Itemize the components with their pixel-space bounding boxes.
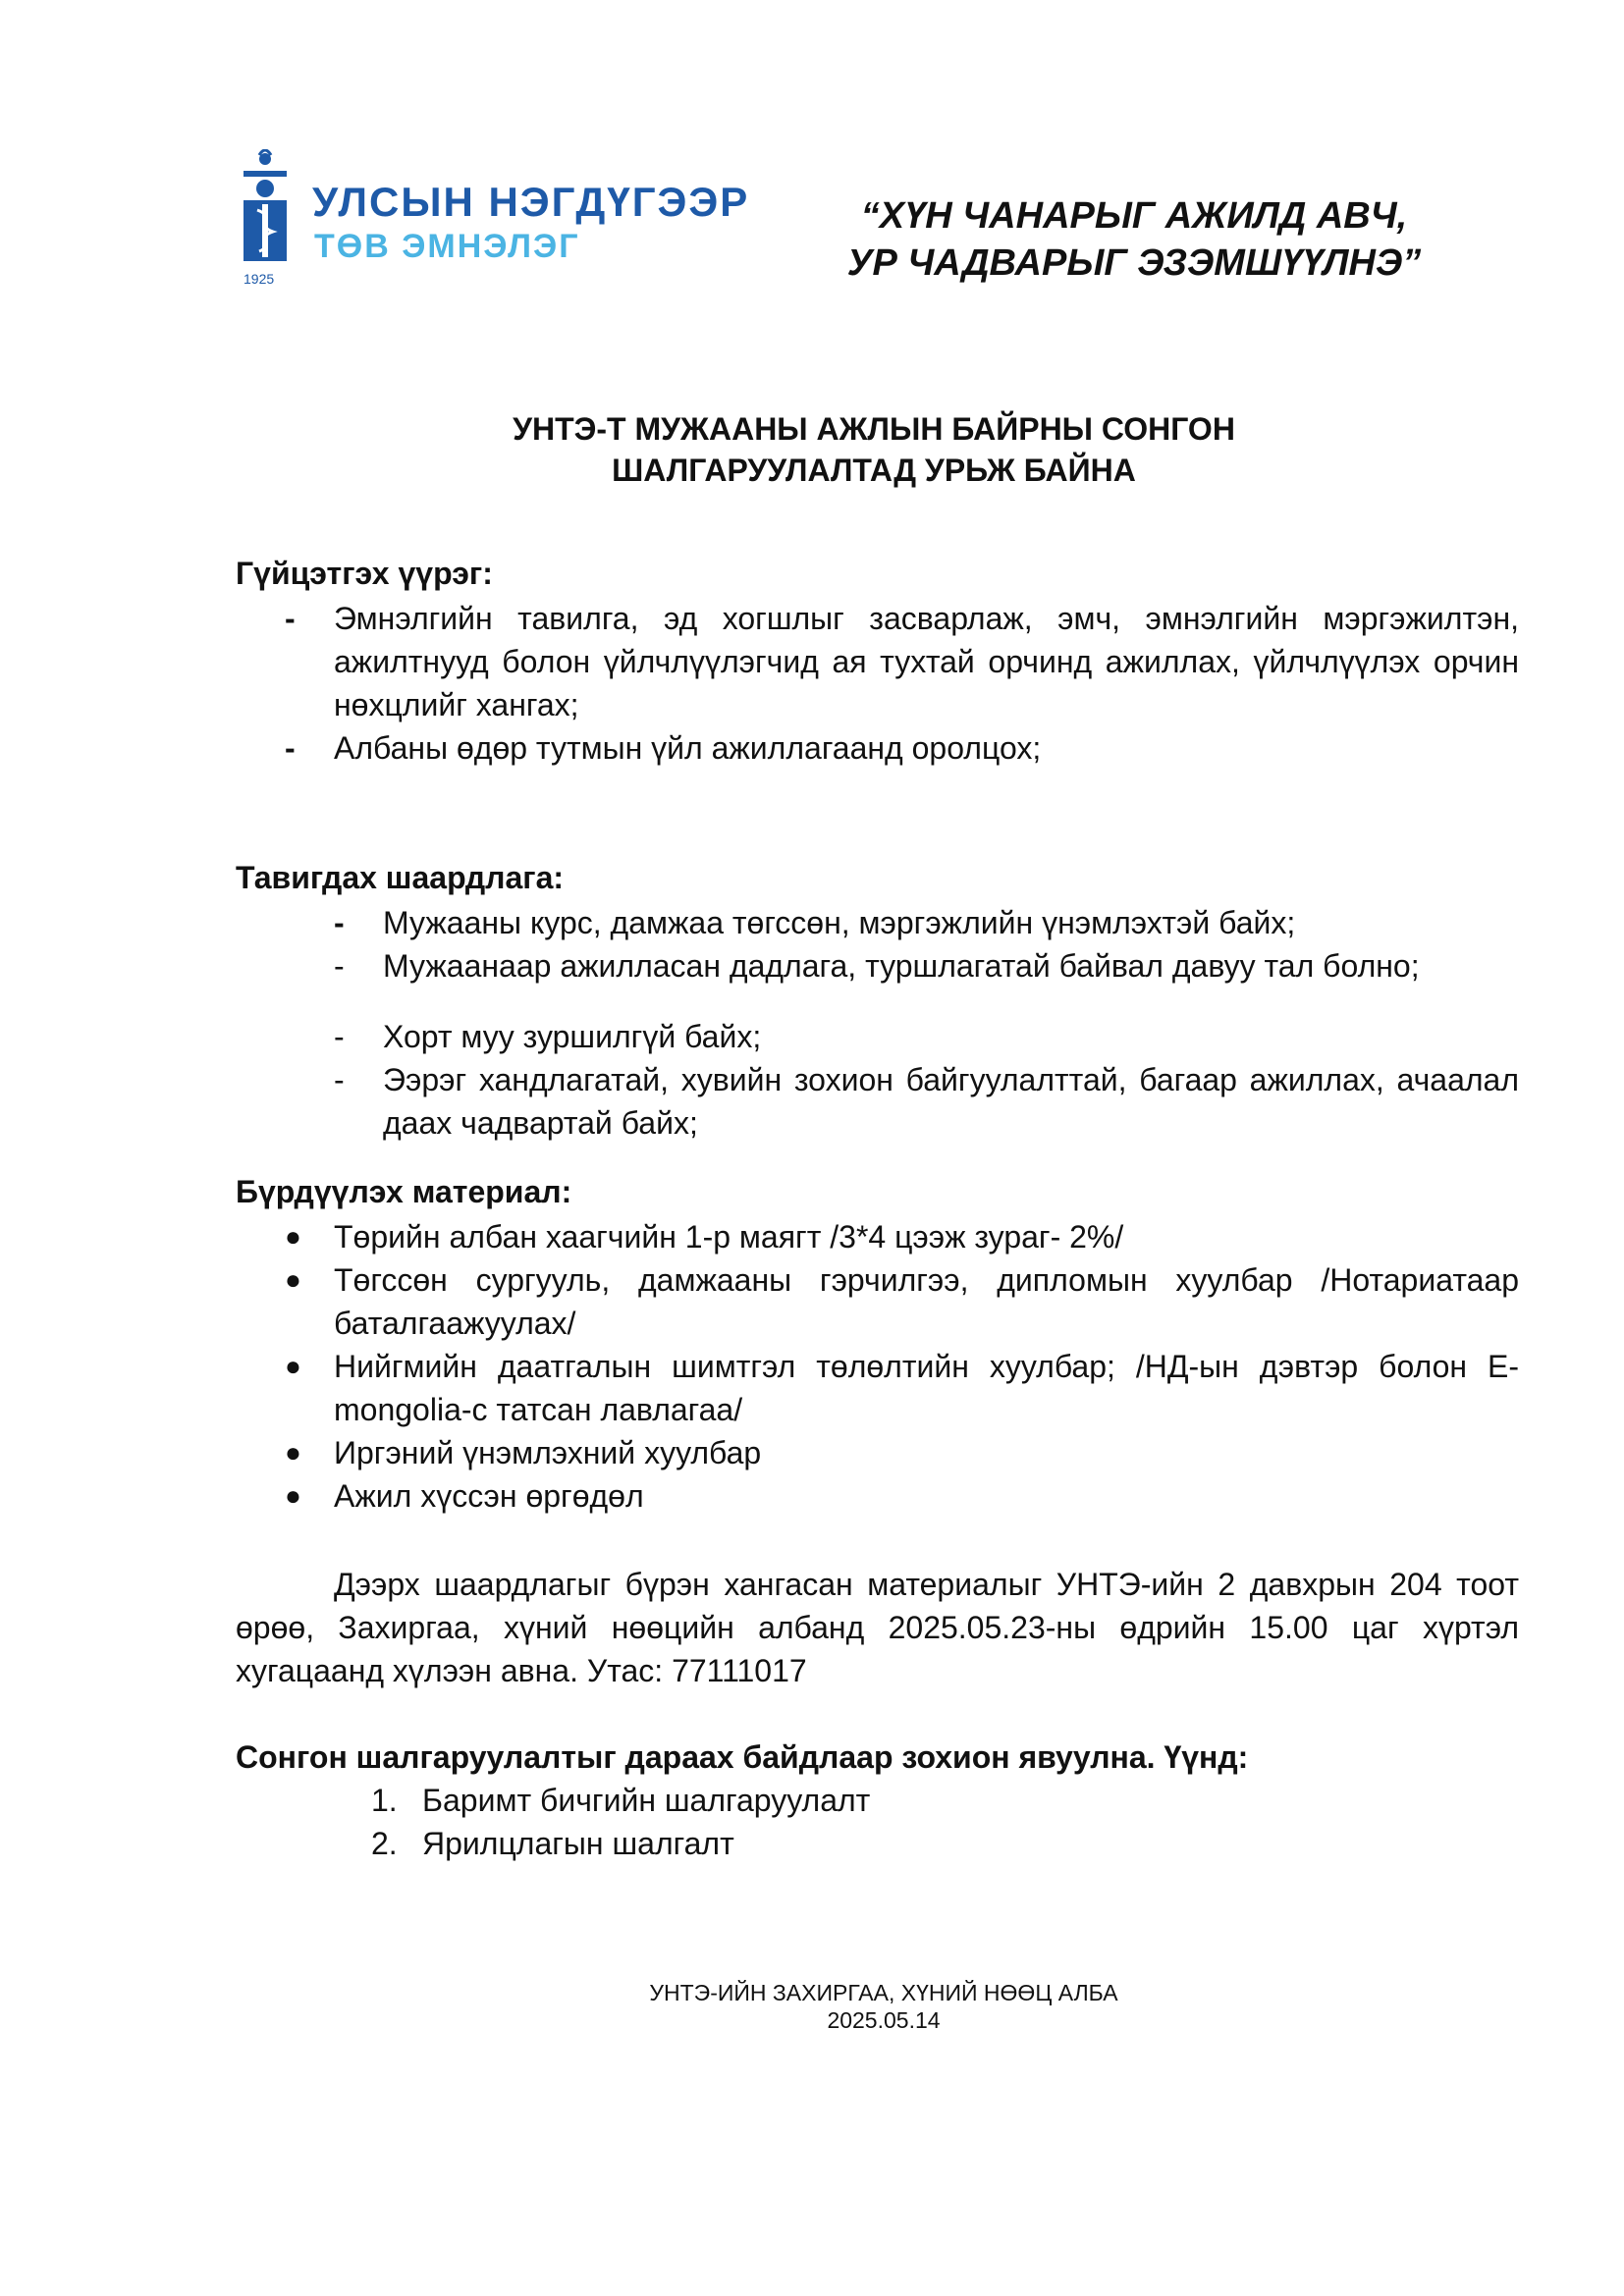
list-item [285, 1474, 1519, 1518]
list-item [334, 901, 1519, 944]
dash-marker: - [334, 948, 345, 984]
duties-heading: Гүйцэтгэх үүрэг: [236, 556, 493, 591]
dash-marker: - [334, 905, 345, 940]
list-item [334, 1058, 1519, 1145]
list-item [334, 944, 1519, 988]
requirements-heading: Тавигдах шаардлага: [236, 860, 565, 895]
duty-text: Эмнэлгийн тавилга, эд хогшлыг засварлаж, эмч, эмнэлгийн мэргэжилтэн, ажилтнууд болон үйлчлүүлэгчид ая тухтай орчинд ажиллах, үйлчлүүлэх орчин нөхцлийг хангах; [334, 601, 1519, 722]
bullet-icon: ● [285, 1351, 301, 1381]
dash-marker: - [334, 1062, 345, 1097]
bullet-icon: ● [285, 1480, 301, 1511]
bullet-icon: ● [285, 1264, 301, 1295]
list-item [371, 1822, 1404, 1865]
requirement-text: Мужаанаар ажилласан дадлага, туршлагатай байвал давуу тал болно; [383, 948, 1420, 984]
material-text: Иргэний үнэмлэхний хуулбар [334, 1435, 762, 1470]
list-item [285, 1345, 1519, 1431]
logo-year: 1925 [244, 271, 275, 287]
bullet-icon: ● [285, 1437, 301, 1468]
submission-paragraph: Дээрх шаардлагыг бүрэн хангасан материалыг УНТЭ-ийн 2 давхрын 204 тоот өрөө, Захиргаа, хүний нөөцийн албанд 2025.05.23-ны өдрийн 15.00 цаг хүртэл хугацаанд хүлээн авна. Утас: 77111017 [236, 1567, 1519, 1688]
number-marker: 2. [371, 1826, 398, 1861]
list-item [371, 1779, 1404, 1822]
requirement-text: Ээрэг хандлагатай, хувийн зохион байгуулалттай, багаар ажиллах, ачаалал даах чадвартай байх; [383, 1062, 1519, 1141]
motto [815, 192, 1453, 287]
requirement-text: Мужааны курс, дамжаа төгссөн, мэргэжлийн үнэмлэхтэй байх; [383, 905, 1296, 940]
selection-text: Баримт бичгийн шалгаруулалт [422, 1783, 871, 1818]
hospital-logo [238, 149, 748, 289]
footer [491, 1979, 1276, 2034]
motto-line2: УР ЧАДВАРЫГ ЭЗЭМШҮҮЛНЭ” [846, 242, 1422, 284]
selection-heading: Сонгон шалгаруулалтыг дараах байдлаар зохион явуулна. Үүнд: [236, 1739, 1249, 1775]
list-item [285, 1431, 1519, 1474]
selection-text: Ярилцлагын шалгалт [422, 1826, 734, 1861]
requirement-text: Хорт муу зуршилгүй байх; [383, 1019, 762, 1054]
duty-text: Албаны өдөр тутмын үйл ажиллагаанд оролцох; [334, 730, 1042, 766]
list-item [285, 1215, 1519, 1258]
title-line1: УНТЭ-Т МУЖААНЫ АЖЛЫН БАЙРНЫ СОНГОН [513, 411, 1235, 447]
number-marker: 1. [371, 1783, 398, 1818]
material-text: Төрийн албан хаагчийн 1-р маягт /3*4 цээж зураг- 2%/ [334, 1219, 1124, 1255]
motto-line1: “ХҮН ЧАНАРЫГ АЖИЛД АВЧ, [860, 195, 1408, 237]
logo-name-line1: УЛСЫН НЭГДҮГЭЭР [312, 179, 750, 225]
material-text: Төгссөн сургууль, дамжааны гэрчилгээ, дипломын хуулбар /Нотариатаар баталгаажуулах/ [334, 1262, 1519, 1341]
bullet-icon: ● [285, 1221, 301, 1252]
list-item [285, 726, 1519, 770]
logo-name-line2: ТӨВ ЭМНЭЛЭГ [314, 228, 580, 265]
footer-date: 2025.05.14 [827, 2007, 941, 2033]
list-item [334, 1015, 1519, 1058]
document-title [236, 408, 1512, 491]
material-text: Нийгмийн даатгалын шимтгэл төлөлтийн хуулбар; /НД-ын дэвтэр болон E-mongolia-с татсан лавлагаа/ [334, 1349, 1519, 1427]
material-text: Ажил хүссэн өргөдөл [334, 1478, 644, 1514]
soyombo-emblem-icon [238, 149, 293, 265]
list-item [285, 597, 1519, 726]
materials-heading: Бүрдүүлэх материал: [236, 1174, 572, 1209]
dash-marker: - [334, 1019, 345, 1054]
title-line2: ШАЛГАРУУЛАЛТАД УРЬЖ БАЙНА [612, 453, 1136, 488]
list-item [285, 1258, 1519, 1345]
footer-office: УНТЭ-ИЙН ЗАХИРГАА, ХҮНИЙ НӨӨЦ АЛБА [649, 1980, 1118, 2005]
dash-marker: - [285, 601, 296, 636]
dash-marker: - [285, 730, 296, 766]
